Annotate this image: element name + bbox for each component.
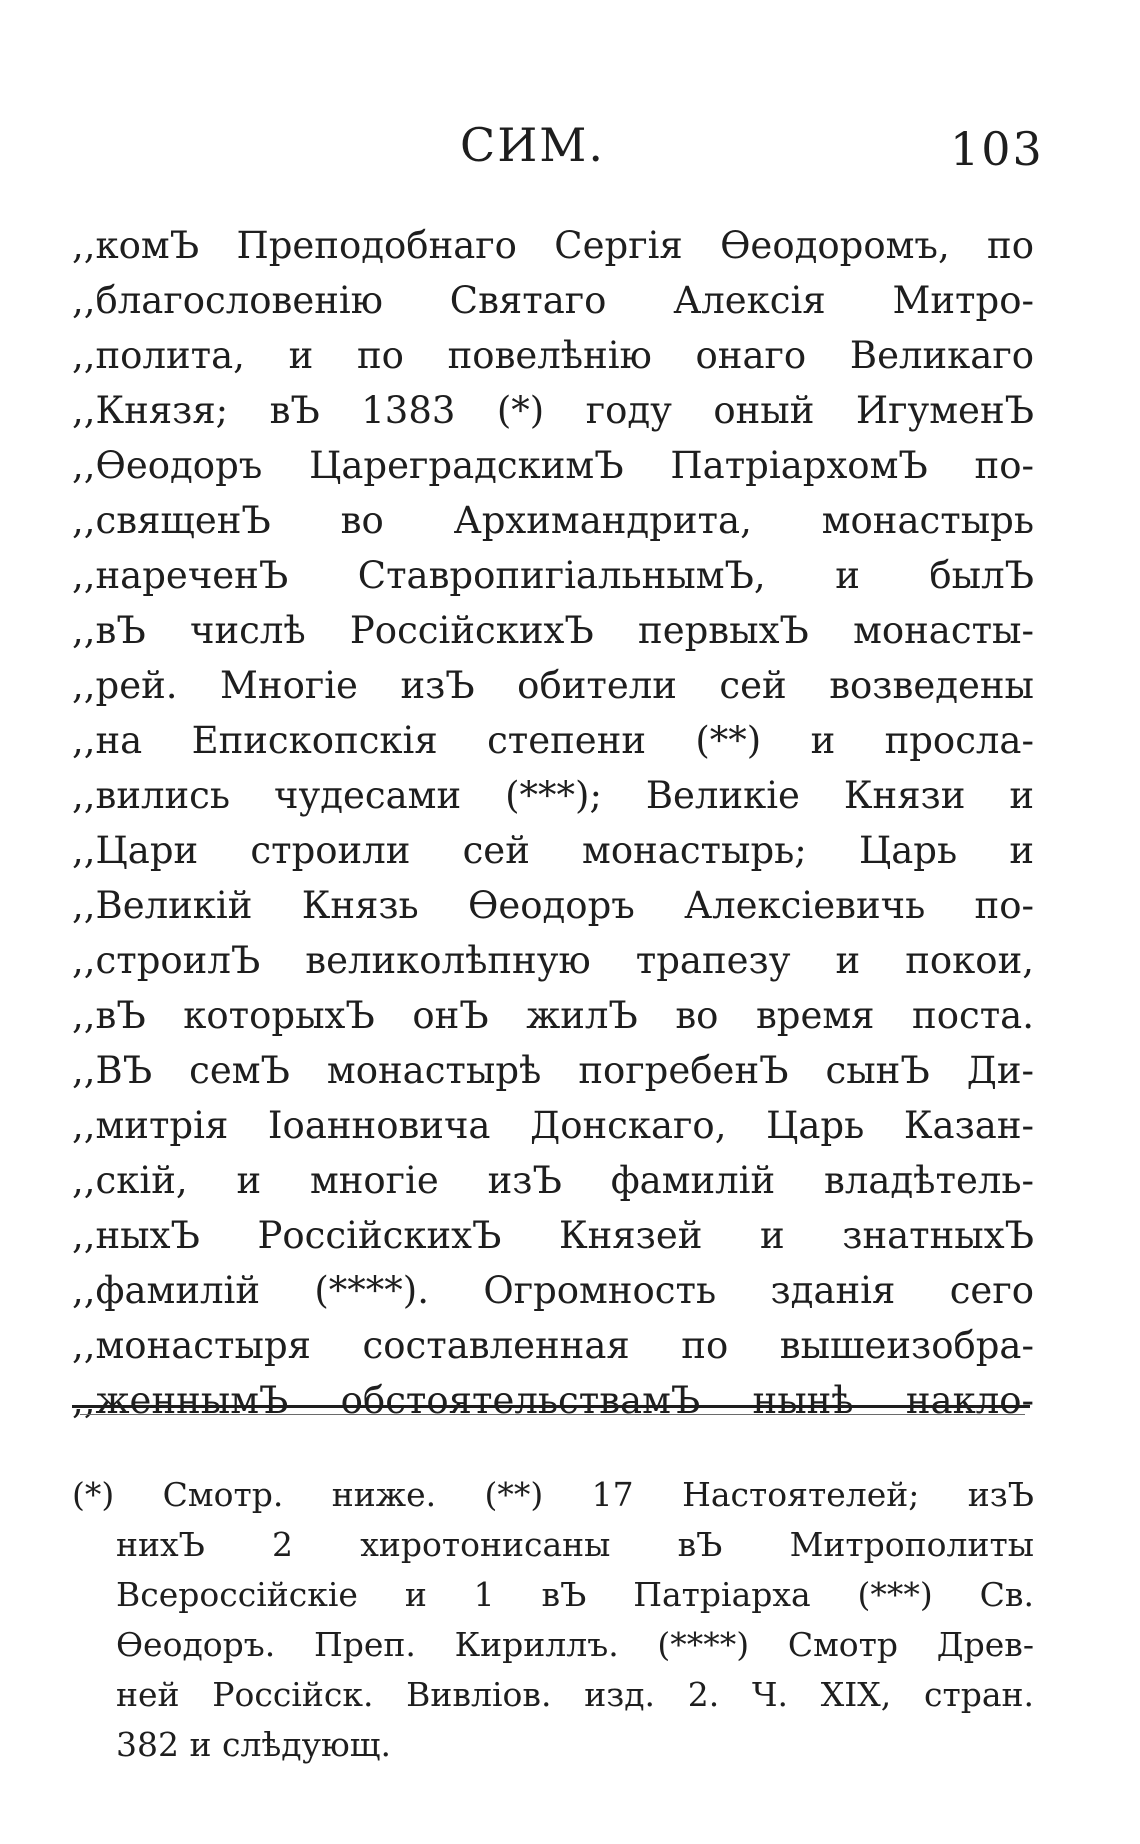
- running-head: СИМ.: [460, 118, 606, 172]
- footnote-line: Всероссійскіе и 1 вЪ Патріарха (***) Св.: [116, 1575, 1034, 1614]
- body-line: ,,вЪ которыхЪ онЪ жилЪ во время поста.: [72, 994, 1034, 1037]
- body-text: [72, 218, 1034, 1428]
- body-line: ,,ВЪ семЪ монастырѣ погребенЪ сынЪ Ди-: [72, 1049, 1034, 1092]
- body-line: ,,скій, и многіе изЪ фамилій владѣтель-: [72, 1159, 1034, 1202]
- footnote-rule: [72, 1405, 1030, 1408]
- page-number: 103: [950, 122, 1044, 176]
- body-line: ,,вились чудесами (***); Великіе Князи и: [72, 774, 1034, 817]
- footnotes: [72, 1470, 1034, 1770]
- body-line: ,,Князя; вЪ 1383 (*) году оный ИгуменЪ: [72, 389, 1034, 432]
- body-line: ,,на Епископскія степени (**) и просла-: [72, 719, 1034, 762]
- footnote-line: (*) Смотр. ниже. (**) 17 Настоятелей; изЪ: [72, 1475, 1034, 1514]
- footnote-line: ней Россійск. Вивліов. изд. 2. Ч. XIX, стран.: [116, 1675, 1034, 1714]
- body-line: ,,комЪ Преподобнаго Сергія Ѳеодоромъ, по: [72, 224, 1034, 267]
- body-line: ,,строилЪ великолѣпную трапезу и покои,: [72, 939, 1034, 982]
- body-line: ,,нареченЪ СтавропигіальнымЪ, и былЪ: [72, 554, 1034, 597]
- body-line: ,,Великій Князь Ѳеодоръ Алексіевичь по-: [72, 884, 1034, 927]
- body-line: ,,женнымЪ обстоятельствамЪ нынѣ накло-: [72, 1379, 1034, 1422]
- body-line: ,,полита, и по повелѣнію онаго Великаго: [72, 334, 1034, 377]
- footnote-line: нихЪ 2 хиротонисаны вЪ Митрополиты: [116, 1525, 1034, 1564]
- body-line: ,,ныхЪ РоссійскихЪ Князей и знатныхЪ: [72, 1214, 1034, 1257]
- body-line: ,,митрія Іоанновича Донскаго, Царь Казан-: [72, 1104, 1034, 1147]
- body-line: ,,фамилій (****). Огромность зданія сего: [72, 1269, 1034, 1312]
- body-line: ,,священЪ во Архимандрита, монастырь: [72, 499, 1034, 542]
- body-line: ,,рей. Многіе изЪ обители сей возведены: [72, 664, 1034, 707]
- body-line: ,,вЪ числѣ РоссійскихЪ первыхЪ монасты-: [72, 609, 1034, 652]
- body-line: ,,монастыря составленная по вышеизобра-: [72, 1324, 1034, 1367]
- body-line: ,,Ѳеодоръ ЦареградскимЪ ПатріархомЪ по-: [72, 444, 1034, 487]
- footnote-line: Ѳеодоръ. Преп. Кириллъ. (****) Смотр Древ-: [116, 1625, 1034, 1664]
- footnote-rule-thin: [80, 1414, 1025, 1415]
- body-line: ,,благословенію Святаго Алексія Митро-: [72, 279, 1034, 322]
- footnote-line: 382 и слѣдующ.: [116, 1725, 391, 1764]
- body-line: ,,Цари строили сей монастырь; Царь и: [72, 829, 1034, 872]
